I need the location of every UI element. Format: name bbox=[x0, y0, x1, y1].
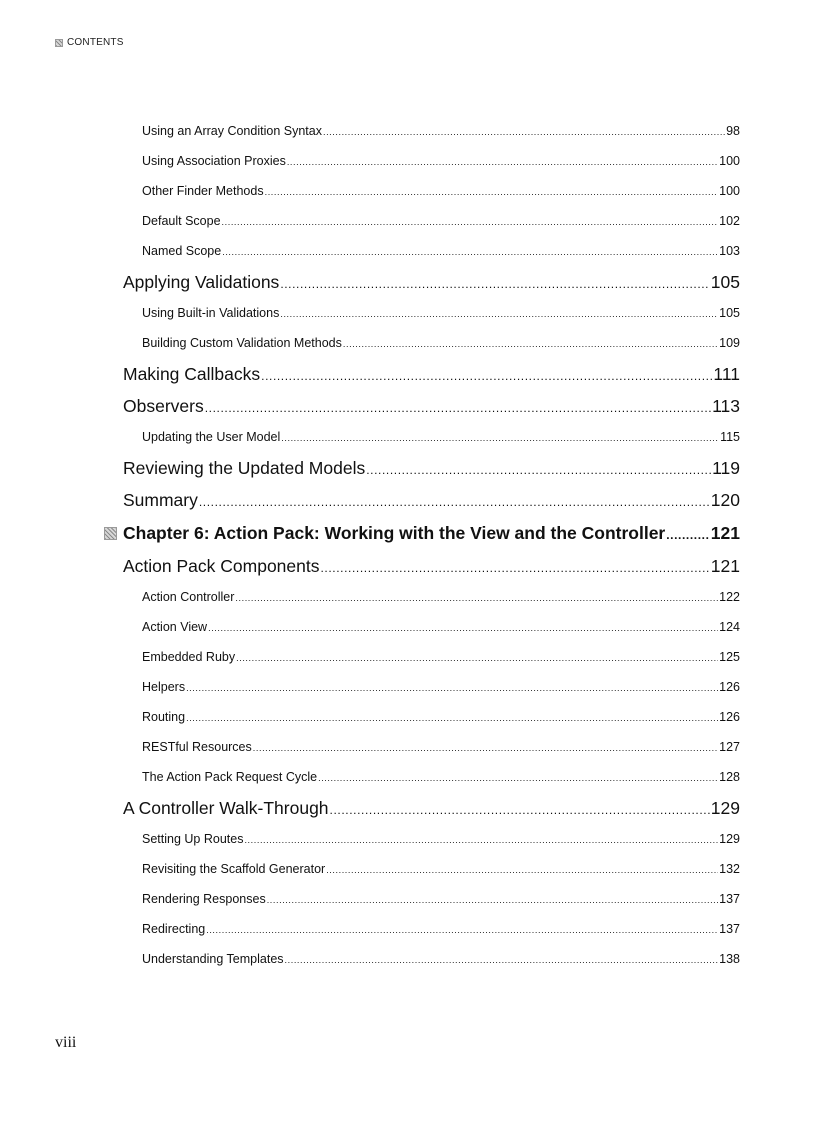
dot-leader bbox=[253, 732, 718, 763]
toc-subsection-entry[interactable] bbox=[123, 914, 740, 944]
toc-entry-page-number: 126 bbox=[719, 680, 740, 694]
dot-leader bbox=[343, 328, 718, 359]
toc-entry-title: Rendering Responses bbox=[142, 892, 266, 906]
dot-leader bbox=[318, 762, 718, 793]
toc-entry-page-number: 128 bbox=[719, 770, 740, 784]
toc-entry-title: RESTful Resources bbox=[142, 740, 252, 754]
toc-subsection-entry[interactable] bbox=[123, 422, 740, 452]
toc-entry-page-number: 105 bbox=[710, 272, 740, 292]
toc-subsection-entry[interactable] bbox=[123, 176, 740, 206]
toc-entry-title: The Action Pack Request Cycle bbox=[142, 770, 318, 784]
toc-entry-page-number: 129 bbox=[719, 832, 740, 846]
table-of-contents bbox=[123, 116, 740, 974]
toc-entry-title: Summary bbox=[123, 490, 198, 510]
toc-section-entry[interactable] bbox=[123, 358, 740, 390]
toc-entry-page-number: 98 bbox=[726, 124, 740, 138]
toc-entry-title: Action Controller bbox=[142, 590, 235, 604]
toc-entry-title: Building Custom Validation Methods bbox=[142, 336, 342, 350]
dot-leader bbox=[280, 266, 709, 300]
toc-subsection-entry[interactable] bbox=[123, 236, 740, 266]
dot-leader bbox=[205, 390, 711, 424]
dot-leader bbox=[267, 884, 718, 915]
toc-subsection-entry[interactable] bbox=[123, 146, 740, 176]
dot-leader bbox=[235, 582, 718, 613]
dot-leader bbox=[222, 236, 718, 267]
toc-entry-title: Routing bbox=[142, 710, 186, 724]
toc-entry-page-number: 100 bbox=[719, 154, 740, 168]
running-header bbox=[55, 37, 124, 48]
toc-subsection-entry[interactable] bbox=[123, 884, 740, 914]
toc-entry-title: Action Pack Components bbox=[123, 556, 320, 576]
toc-entry-page-number: 121 bbox=[710, 523, 740, 543]
toc-entry-title: A Controller Walk-Through bbox=[123, 798, 329, 818]
toc-subsection-entry[interactable] bbox=[123, 582, 740, 612]
toc-subsection-entry[interactable] bbox=[123, 672, 740, 702]
toc-entry-title: Helpers bbox=[142, 680, 186, 694]
toc-entry-title: Named Scope bbox=[142, 244, 222, 258]
toc-entry-title: Using an Array Condition Syntax bbox=[142, 124, 322, 138]
toc-entry-page-number: 113 bbox=[712, 396, 740, 416]
toc-section-entry[interactable] bbox=[123, 390, 740, 422]
toc-entry-title: Revisiting the Scaffold Generator bbox=[142, 862, 326, 876]
toc-subsection-entry[interactable] bbox=[123, 298, 740, 328]
toc-entry-title: Chapter 6: Action Pack: Working with the View and the Controller bbox=[123, 523, 666, 543]
toc-entry-page-number: 137 bbox=[719, 922, 740, 936]
toc-entry-title: Applying Validations bbox=[123, 272, 280, 292]
toc-subsection-entry[interactable] bbox=[123, 762, 740, 792]
toc-entry-page-number: 120 bbox=[710, 490, 740, 510]
dot-leader bbox=[222, 206, 719, 237]
toc-entry-page-number: 127 bbox=[719, 740, 740, 754]
toc-entry-page-number: 138 bbox=[719, 952, 740, 966]
toc-entry-title: Making Callbacks bbox=[123, 364, 261, 384]
toc-entry-title: Action View bbox=[142, 620, 208, 634]
toc-subsection-entry[interactable] bbox=[123, 854, 740, 884]
toc-subsection-entry[interactable] bbox=[123, 116, 740, 146]
toc-subsection-entry[interactable] bbox=[123, 612, 740, 642]
toc-entry-page-number: 111 bbox=[713, 364, 740, 384]
toc-entry-title: Updating the User Model bbox=[142, 430, 281, 444]
toc-subsection-entry[interactable] bbox=[123, 702, 740, 732]
toc-entry-title: Default Scope bbox=[142, 214, 221, 228]
toc-entry-title: Setting Up Routes bbox=[142, 832, 244, 846]
chapter-marker-icon bbox=[104, 527, 117, 540]
toc-section-entry[interactable] bbox=[123, 266, 740, 298]
toc-entry-page-number: 119 bbox=[712, 458, 740, 478]
toc-section-entry[interactable] bbox=[123, 484, 740, 516]
dot-leader bbox=[326, 854, 718, 885]
toc-entry-page-number: 126 bbox=[719, 710, 740, 724]
dot-leader bbox=[287, 146, 718, 177]
toc-section-entry[interactable] bbox=[123, 452, 740, 484]
toc-entry-page-number: 100 bbox=[719, 184, 740, 198]
toc-entry-page-number: 109 bbox=[719, 336, 740, 350]
dot-leader bbox=[186, 672, 718, 703]
dot-leader bbox=[330, 792, 710, 826]
dot-leader bbox=[281, 422, 719, 453]
toc-subsection-entry[interactable] bbox=[123, 944, 740, 974]
section-marker-icon bbox=[55, 39, 63, 47]
running-header-label: CONTENTS bbox=[67, 37, 124, 48]
dot-leader bbox=[366, 452, 711, 486]
toc-subsection-entry[interactable] bbox=[123, 824, 740, 854]
toc-chapter-entry[interactable] bbox=[123, 516, 740, 550]
toc-entry-page-number: 125 bbox=[719, 650, 740, 664]
toc-entry-title: Understanding Templates bbox=[142, 952, 284, 966]
toc-subsection-entry[interactable] bbox=[123, 328, 740, 358]
toc-section-entry[interactable] bbox=[123, 550, 740, 582]
dot-leader bbox=[199, 484, 710, 518]
dot-leader bbox=[206, 914, 718, 945]
toc-subsection-entry[interactable] bbox=[123, 206, 740, 236]
dot-leader bbox=[236, 642, 718, 673]
toc-entry-page-number: 121 bbox=[710, 556, 740, 576]
toc-entry-title: Other Finder Methods bbox=[142, 184, 264, 198]
dot-leader bbox=[186, 702, 718, 733]
toc-entry-page-number: 105 bbox=[719, 306, 740, 320]
toc-entry-page-number: 129 bbox=[710, 798, 740, 818]
page-number: viii bbox=[55, 1034, 77, 1051]
dot-leader bbox=[208, 612, 718, 643]
toc-entry-page-number: 103 bbox=[719, 244, 740, 258]
toc-entry-page-number: 132 bbox=[719, 862, 740, 876]
toc-entry-title: Reviewing the Updated Models bbox=[123, 458, 366, 478]
dot-leader bbox=[285, 944, 719, 975]
dot-leader bbox=[280, 298, 718, 329]
dot-leader bbox=[244, 824, 718, 855]
dot-leader bbox=[323, 116, 725, 147]
toc-entry-page-number: 102 bbox=[719, 214, 740, 228]
dot-leader bbox=[261, 358, 712, 392]
dot-leader bbox=[321, 550, 710, 584]
toc-entry-page-number: 124 bbox=[719, 620, 740, 634]
dot-leader bbox=[265, 176, 719, 207]
toc-entry-page-number: 115 bbox=[720, 430, 740, 444]
toc-section-entry[interactable] bbox=[123, 792, 740, 824]
toc-entry-title: Redirecting bbox=[142, 922, 206, 936]
toc-entry-page-number: 122 bbox=[719, 590, 740, 604]
dot-leader bbox=[666, 516, 710, 552]
toc-entry-page-number: 137 bbox=[719, 892, 740, 906]
toc-entry-title: Embedded Ruby bbox=[142, 650, 236, 664]
toc-entry-title: Observers bbox=[123, 396, 204, 416]
toc-entry-title: Using Built-in Validations bbox=[142, 306, 280, 320]
toc-subsection-entry[interactable] bbox=[123, 732, 740, 762]
toc-subsection-entry[interactable] bbox=[123, 642, 740, 672]
toc-entry-title: Using Association Proxies bbox=[142, 154, 286, 168]
